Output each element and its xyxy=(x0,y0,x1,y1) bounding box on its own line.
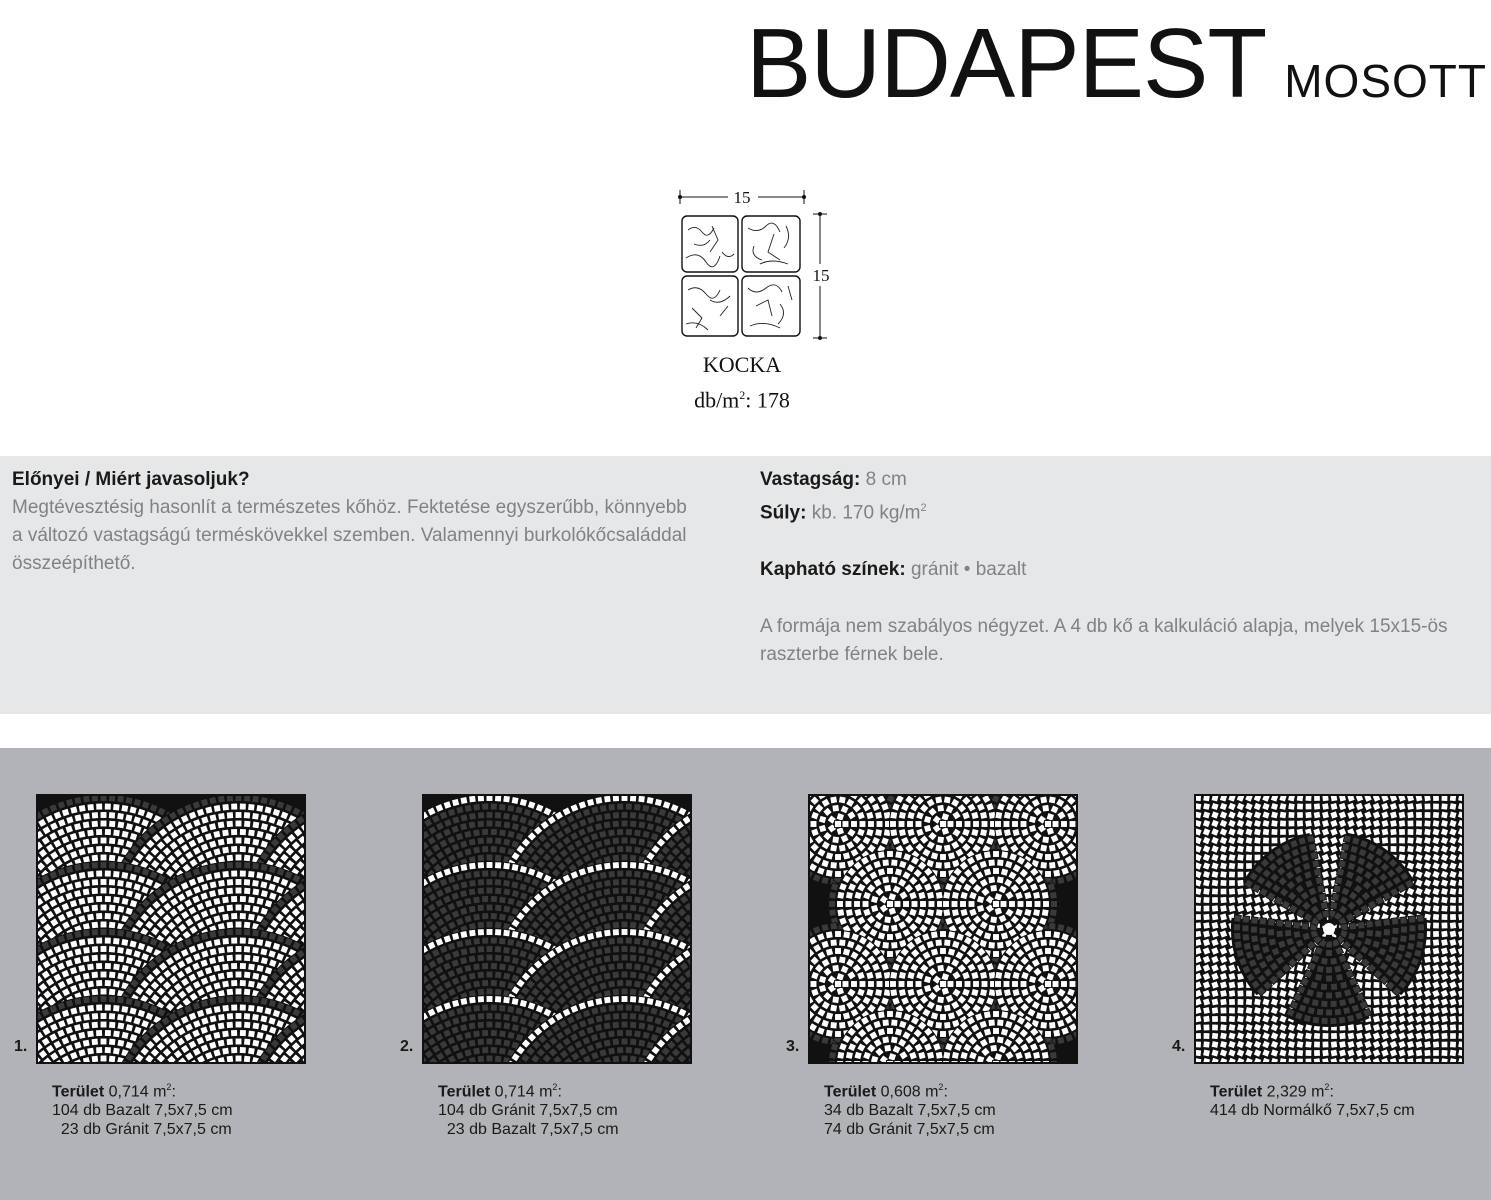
pattern-3-drawing xyxy=(808,794,1078,1064)
stone-name: KOCKA xyxy=(702,352,782,377)
stone-drawing xyxy=(664,182,844,342)
stone-caption xyxy=(640,350,844,415)
colors-row: Kapható színek: gránit • bazalt xyxy=(760,559,1027,581)
stone-density: $db/m^2$: 178 xyxy=(694,387,790,413)
shape-note: A formája nem szabályos négyzet. A 4 db kő a kalkuláció alapja, melyek 15x15-ös raszterbe férnek bele. xyxy=(760,616,1448,666)
pattern-2 xyxy=(422,794,692,1064)
pattern-band xyxy=(0,748,1491,1200)
width-label: 15 xyxy=(733,188,751,207)
pattern-1-drawing xyxy=(36,794,306,1064)
pattern-3 xyxy=(808,794,1078,1064)
specs-block xyxy=(760,466,1460,669)
pattern-4-number: 4. xyxy=(1172,1038,1186,1055)
colors-value: gránit • bazalt xyxy=(910,559,1027,581)
pattern-4 xyxy=(1194,794,1464,1064)
weight-row: Súly: kb. 170 $kg/m^2$ xyxy=(760,502,927,524)
title-sub: MOSOTT xyxy=(1284,55,1487,107)
title-main: BUDAPEST xyxy=(746,8,1267,118)
pattern-3-number: 3. xyxy=(786,1038,800,1055)
stone-density-value: 178 xyxy=(756,387,790,413)
pattern-2-number: 2. xyxy=(400,1038,414,1055)
info-band xyxy=(0,456,1491,714)
thickness-row: Vastagság: 8 cm xyxy=(760,469,907,490)
page-title xyxy=(746,8,1487,118)
pattern-1 xyxy=(36,794,306,1064)
pattern-2-drawing xyxy=(422,794,692,1064)
height-label: 15 xyxy=(812,266,830,285)
pattern-3-info: Terület 0,608 $m^2$: 34 db Bazalt 7,5x7,5 cm 74 db Gránit 7,5x7,5 cm xyxy=(824,1082,996,1139)
pattern-2-info: Terület 0,714 $m^2$: 104 db Gránit 7,5x7,5 cm 23 db Bazalt 7,5x7,5 cm xyxy=(438,1082,619,1139)
advantages-text: Megtévesztésig hasonlít a természetes kőhöz. Fektetése egyszerűbb, könnyebb a változó vastagságú terméskövekkel szemben. Valamennyi burkolókőcsaláddal összeépíthető. xyxy=(12,497,687,574)
pattern-1-number: 1. xyxy=(14,1038,28,1055)
advantages-heading: Előnyei / Miért javasoljuk? xyxy=(12,469,250,490)
pattern-4-info: Terület 2,329 $m^2$: 414 db Normálkő 7,5x7,5 cm xyxy=(1210,1082,1415,1120)
thickness-value: 8 cm xyxy=(865,469,907,490)
pattern-1-info: Terület 0,714 $m^2$: 104 db Bazalt 7,5x7,5 cm 23 db Gránit 7,5x7,5 cm xyxy=(52,1082,233,1139)
pattern-4-drawing xyxy=(1194,794,1464,1064)
weight-value: kb. 170 kg/m xyxy=(811,502,921,524)
advantages-block xyxy=(12,466,702,578)
